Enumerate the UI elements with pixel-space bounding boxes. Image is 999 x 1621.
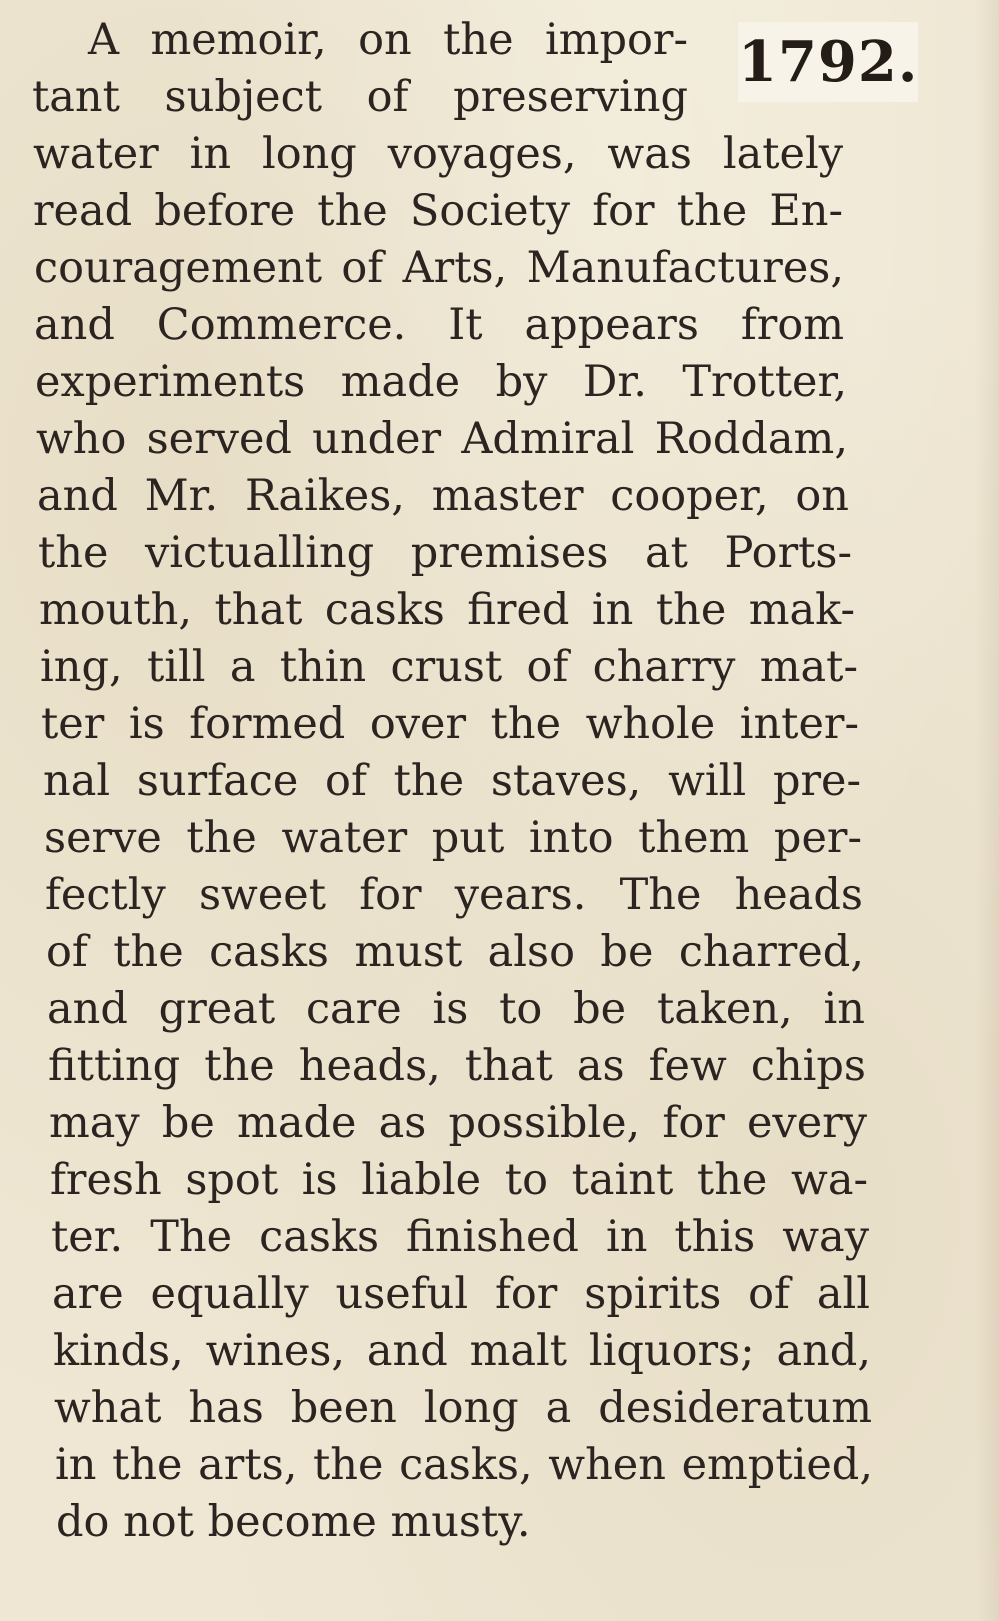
- text-line: and Commerce. It appears from: [34, 300, 844, 350]
- text-line: mouth, that casks fired in the mak-: [39, 585, 855, 635]
- text-line: fectly sweet for years. The heads: [45, 870, 863, 920]
- text-line: tant subject of preserving: [32, 72, 688, 122]
- text-line: A memoir, on the impor-: [88, 15, 688, 65]
- text-line: ter. The casks finished in this way: [51, 1212, 869, 1262]
- text-line: the victualling premises at Ports-: [38, 528, 852, 578]
- text-line: of the casks must also be charred,: [46, 927, 864, 977]
- text-line: do not become musty.: [56, 1497, 531, 1547]
- text-line: ter is formed over the whole inter-: [41, 699, 859, 749]
- text-line: may be made as possible, for every: [49, 1098, 867, 1148]
- text-line: fitting the heads, that as few chips: [48, 1041, 866, 1091]
- text-line: water in long voyages, was lately: [33, 129, 843, 179]
- text-line: in the arts, the casks, when emptied,: [55, 1440, 873, 1490]
- text-line: fresh spot is liable to taint the wa-: [50, 1155, 868, 1205]
- text-line: ing, till a thin crust of charry mat-: [40, 642, 858, 692]
- text-line: experiments made by Dr. Trotter,: [35, 357, 847, 407]
- text-line: kinds, wines, and malt liquors; and,: [53, 1326, 871, 1376]
- page-edge-shadow: [975, 0, 999, 1621]
- year-label: 1792.: [738, 22, 918, 102]
- text-line: couragement of Arts, Manufactures,: [34, 243, 844, 293]
- text-line: are equally useful for spirits of all: [52, 1269, 870, 1319]
- text-line: what has been long a desideratum: [54, 1383, 872, 1433]
- text-line: nal surface of the staves, will pre-: [43, 756, 861, 806]
- text-line: read before the Society for the En-: [33, 186, 843, 236]
- text-line: and great care is to be taken, in: [47, 984, 865, 1034]
- text-line: serve the water put into them per-: [44, 813, 862, 863]
- text-line: who served under Admiral Roddam,: [36, 414, 848, 464]
- text-line: and Mr. Raikes, master cooper, on: [37, 471, 849, 521]
